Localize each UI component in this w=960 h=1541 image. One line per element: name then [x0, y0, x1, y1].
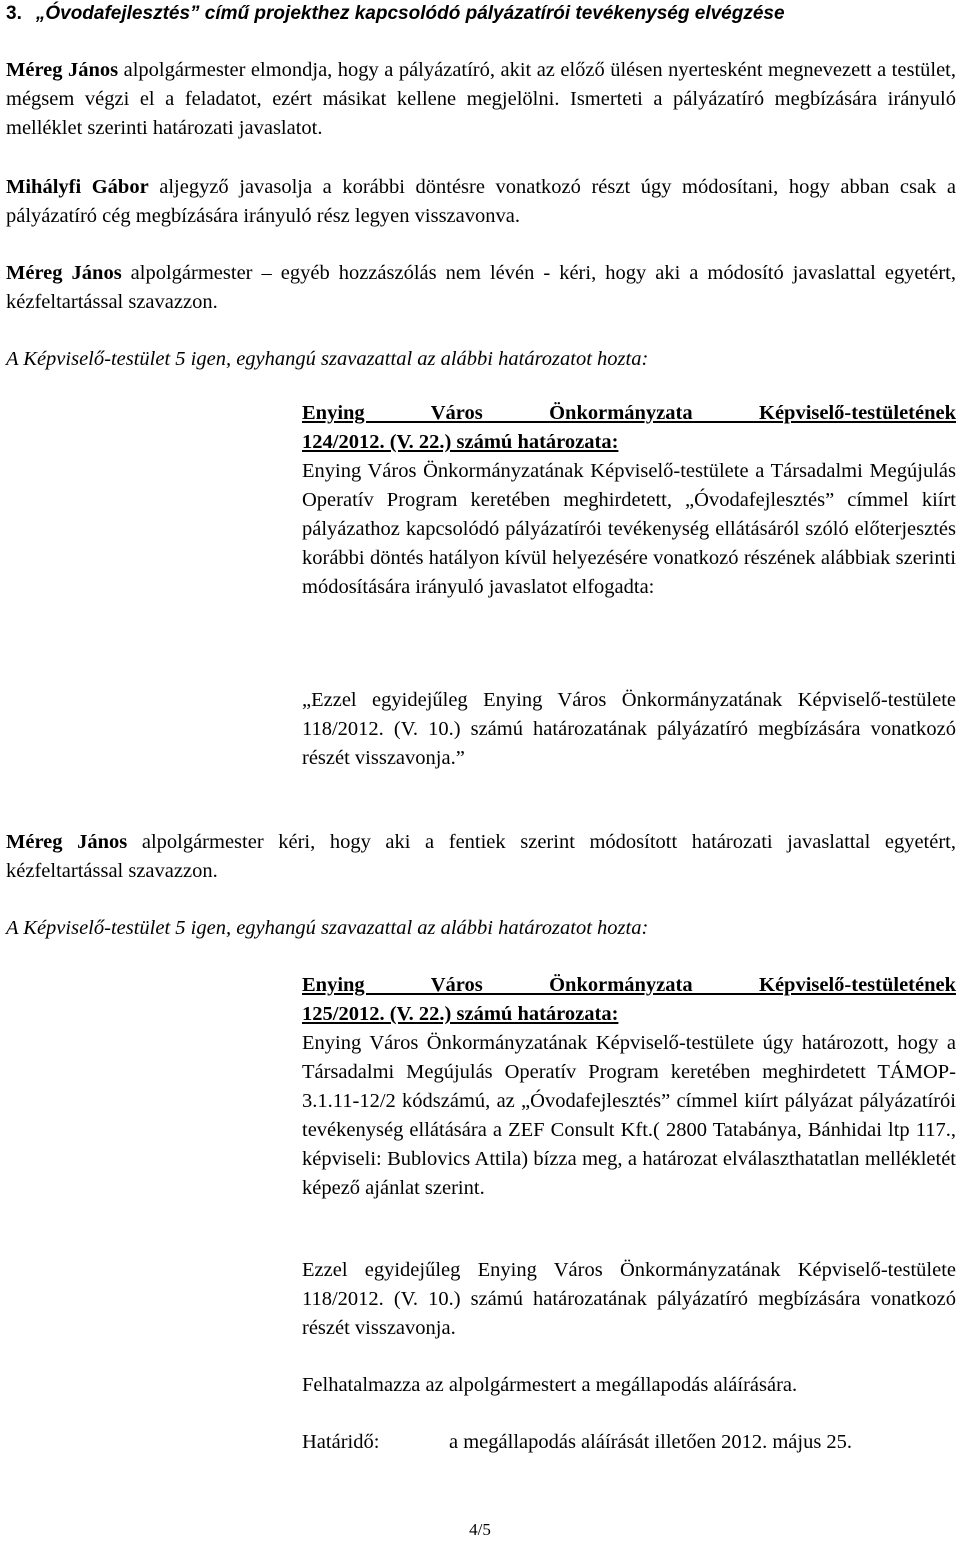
section-title: „Óvodafejlesztés” című projekthez kapcsolódó pályázatírói tevékenység elvégzése: [35, 3, 785, 24]
deadline-value: a megállapodás aláírását illetően 2012. május 25.: [449, 1431, 853, 1453]
paragraph-mihalyfi: [6, 173, 956, 231]
paragraph-mereg-vote-call: [6, 259, 956, 317]
resolution-heading: [302, 399, 956, 457]
resolution-125: [302, 971, 956, 1203]
resolution-heading-line2: 125/2012. (V. 22.) számú határozata:: [302, 1003, 619, 1025]
paragraph-text: alpolgármester – egyéb hozzászólás nem lévén - kéri, hogy aki a módosító javaslattal egyetért, kézfeltartással szavazzon.: [6, 262, 956, 313]
page-number: 4/5: [469, 1520, 491, 1539]
speaker-name: Méreg János: [6, 831, 128, 853]
deadline-line: [302, 1428, 852, 1457]
vote-result-1: A Képviselő-testület 5 igen, egyhangú szavazattal az alábbi határozatot hozta:: [6, 348, 649, 370]
resolution-body: Enying Város Önkormányzatának Képviselő-testülete úgy határozott, hogy a Társadalmi Megújulás Operatív Program keretében meghirdetett TÁMOP-3.1.11-12/2 kódszámú, az „Óvodafejlesztés” címmel kiírt pályázat pályázatírói tevékenység ellátására a ZEF Consult Kft.( 2800 Tatabánya, Bánhidai ltp 117., képviseli: Bublovics Attila) bízza meg, a határozat elválaszthatatlan mellékletét képező ajánlat szerint.: [302, 1032, 956, 1199]
resolution-125-revoke: Ezzel egyidejűleg Enying Város Önkormányzatának Képviselő-testülete 118/2012. (V. 10.) számú határozatának pályázatíró megbízására vonatkozó részét visszavonja.: [302, 1259, 956, 1339]
resolution-heading-line2: 124/2012. (V. 22.) számú határozata:: [302, 431, 619, 453]
paragraph-text: alpolgármester elmondja, hogy a pályázatíró, akit az előző ülésen nyertesként megnevezett a testület, mégsem végzi el a feladatot, ezért másikat kellene megjelölni. Ismerteti a pályázatíró megbízására irányuló melléklet szerinti határozati javaslatot.: [6, 59, 957, 139]
resolution-heading-line1: Enying Város Önkormányzata Képviselő-testületének: [302, 402, 956, 424]
paragraph-text: aljegyző javasolja a korábbi döntésre vonatkozó részt úgy módosítani, hogy abban csak a pályázatíró cég megbízására irányuló rész legyen visszavonva.: [6, 176, 956, 227]
resolution-124: [302, 399, 956, 602]
vote-result-2: A Képviselő-testület 5 igen, egyhangú szavazattal az alábbi határozatot hozta:: [6, 917, 649, 939]
resolution-heading-line1: Enying Város Önkormányzata Képviselő-testületének: [302, 974, 956, 996]
section-number: 3.: [6, 3, 22, 24]
paragraph-mereg-intro: [6, 56, 956, 143]
speaker-name: Méreg János: [6, 262, 122, 284]
speaker-name: Mihályfi Gábor: [6, 176, 149, 198]
resolution-body: Enying Város Önkormányzatának Képviselő-testülete a Társadalmi Megújulás Operatív Program keretében meghirdetett, „Óvodafejlesztés” címmel kiírt pályázathoz kapcsolódó pályázatírói tevékenység ellátásáról szóló előterjesztés korábbi döntés hatályon kívül helyezésére vonatkozó részének alábbiak szerinti módosítására irányuló javaslatot elfogadta:: [302, 460, 956, 598]
deadline-label: Határidő:: [302, 1431, 380, 1453]
section-heading: [6, 0, 956, 28]
speaker-name: Méreg János: [6, 59, 119, 81]
paragraph-mereg-second-vote: [6, 828, 956, 886]
resolution-124-quote: „Ezzel egyidejűleg Enying Város Önkormányzatának Képviselő-testülete 118/2012. (V. 10.) számú határozatának pályázatíró megbízására vonatkozó részét visszavonja.”: [302, 689, 956, 769]
resolution-125-authorize: Felhatalmazza az alpolgármestert a megállapodás aláírására.: [302, 1374, 798, 1396]
resolution-heading: [302, 971, 956, 1029]
paragraph-text: alpolgármester kéri, hogy aki a fentiek szerint módosított határozati javaslattal egyetért, kézfeltartással szavazzon.: [6, 831, 957, 882]
